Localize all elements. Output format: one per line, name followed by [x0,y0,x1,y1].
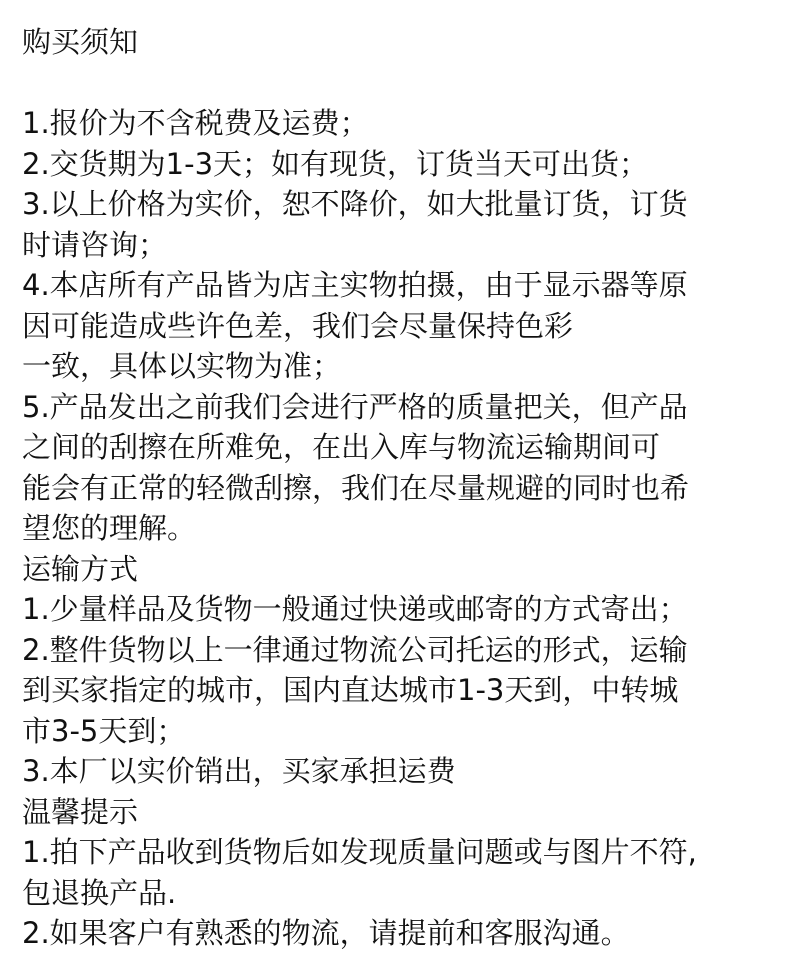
notice-line: 3.以上价格为实价，恕不降价，如大批量订货，订货 [22,187,688,221]
notice-line: 2.交货期为1-3天；如有现货，订货当天可出货； [22,146,649,181]
notice-line: 时请咨询； [22,227,168,262]
notice-line: 5.产品发出之前我们会进行严格的质量把关，但产品 [22,389,688,424]
shipping-line: 1.少量样品及货物一般通过快递或邮寄的方式寄出； [22,592,688,626]
blank-line [22,63,774,104]
notice-line: 之间的刮擦在所难免，在出入库与物流运输期间可 [22,430,661,464]
section-title-purchase-notice: 购买须知 [22,25,139,59]
notice-line: 1.报价为不含税费及运费； [22,106,369,140]
notice-line: 能会有正常的轻微刮擦，我们在尽量规避的同时也希 [22,470,690,505]
shipping-line: 2.整件货物以上一律通过物流公司托运的形式，运输 [22,632,688,667]
shipping-line: 3.本厂以实价销出，买家承担运费 [22,754,456,788]
shipping-line: 到买家指定的城市，国内直达城市1-3天到，中转城 [22,673,679,707]
notice-line: 4.本店所有产品皆为店主实物拍摄，由于显示器等原 [22,268,688,302]
shipping-line: 市3-5天到； [22,713,186,748]
notice-line: 望您的理解。 [22,511,197,545]
tips-line: 包退换产品. [22,875,177,910]
tips-line: 2.如果客户有熟悉的物流，请提前和客服沟通。 [22,916,630,950]
notice-document [22,22,774,954]
notice-line: 一致，具体以实物为准； [22,349,342,383]
notice-line: 因可能造成些许色差，我们会尽量保持色彩 [22,308,574,343]
section-title-tips: 温馨提示 [22,794,139,829]
tips-line: 1.拍下产品收到货物后如发现质量问题或与图片不符, [22,835,697,869]
section-title-shipping: 运输方式 [22,551,139,586]
